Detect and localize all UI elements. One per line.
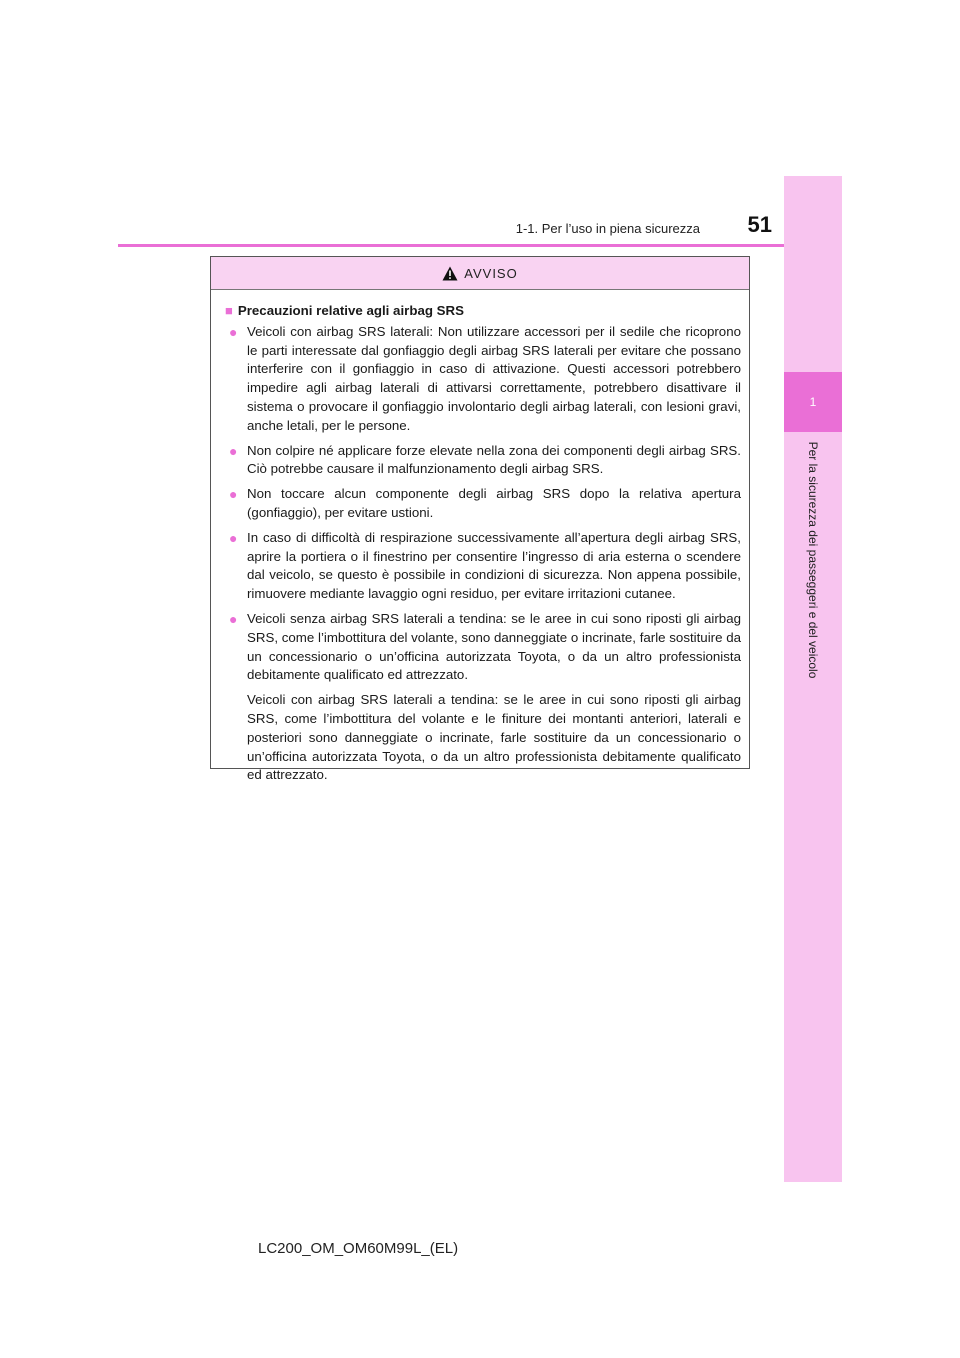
circle-bullet-icon: ● [229,610,238,627]
list-item [225,529,741,604]
paragraph: Veicoli con airbag SRS laterali: Non utilizzare accessori per il sedile che ricoprono le parti interessate dal gonfiaggio degli airbag SRS laterali per evitare che possano interferire con il gonfiaggio in caso di attivazione. Questi accessori potrebbero impedire agli airbag laterali di attivarsi correttamente, potrebbero disattivare il sistema o provocare il gonfiaggio involontario degli airbag laterali, con lesioni gravi, anche letali, per le persone. [247,323,741,433]
circle-bullet-icon: ● [229,442,238,459]
warning-topic-text: Precauzioni relative agli airbag SRS [237,303,464,318]
circle-bullet-icon: ● [229,529,238,546]
list-item-text [247,442,741,480]
warning-topic [225,302,741,321]
list-item-text [247,323,741,436]
paragraph: Veicoli senza airbag SRS laterali a tendina: se le aree in cui sono riposti gli airbag SRS, come l’imbottitura del volante, sono danneggiate o incrinate, farle sostituire da un concessionario o un’officina autorizzata Toyota, o da un altro professionista debitamente qualificato ed attrezzato. [247,610,741,683]
square-bullet-icon: ■ [225,303,233,318]
page-number: 51 [747,212,772,237]
paragraph: Non toccare alcun componente degli airbag SRS dopo la relativa apertura (gonfiaggio), per evitare ustioni. [247,486,741,520]
warning-heading: AVVISO [464,265,518,281]
warning-triangle-icon [442,266,458,281]
header-divider [118,244,784,247]
chapter-number: 1 [784,372,842,432]
footer-code: LC200_OM_OM60M99L_(EL) [258,1240,459,1257]
warning-items [225,323,741,785]
list-item-text [247,529,741,604]
list-item [225,610,741,785]
list-item [225,442,741,480]
chapter-title: Per la sicurezza dei passeggeri e del veicolo [806,441,820,679]
list-item-text [247,610,741,785]
warning-body [211,290,749,785]
list-item [225,323,741,436]
paragraph: Veicoli con airbag SRS laterali a tendina: se le aree in cui sono riposti gli airbag SRS, come l’imbottitura del volante e le finiture dei montanti anteriori, laterali e posteriori sono danneggiate o incrinate, farle sostituire da un concessionario o un’officina autorizzata Toyota, o da un altro professionista debitamente qualificato ed attrezzato. [247,692,741,783]
warning-header [211,257,749,290]
chapter-side-tab [784,176,842,1182]
paragraph: In caso di difficoltà di respirazione successivamente all’apertura degli airbag SRS, aprire la portiera o il finestrino per consentire l’ingresso di aria esterna o scendere dal veicolo, se questo è possibile in condizioni di sicurezza. Non appena possibile, rimuovere mediante lavaggio ogni residuo, per evitare irritazioni cutanee. [247,529,741,602]
circle-bullet-icon: ● [229,486,238,503]
list-item-text [247,485,741,523]
warning-box [210,256,750,783]
paragraph: Non colpire né applicare forze elevate nella zona dei componenti degli airbag SRS. Ciò potrebbe causare il malfunzionamento degli airbag SRS. [247,442,741,477]
list-item [225,485,741,523]
section-title: 1-1. Per l’uso in piena sicurezza [515,221,700,236]
circle-bullet-icon: ● [229,323,238,340]
